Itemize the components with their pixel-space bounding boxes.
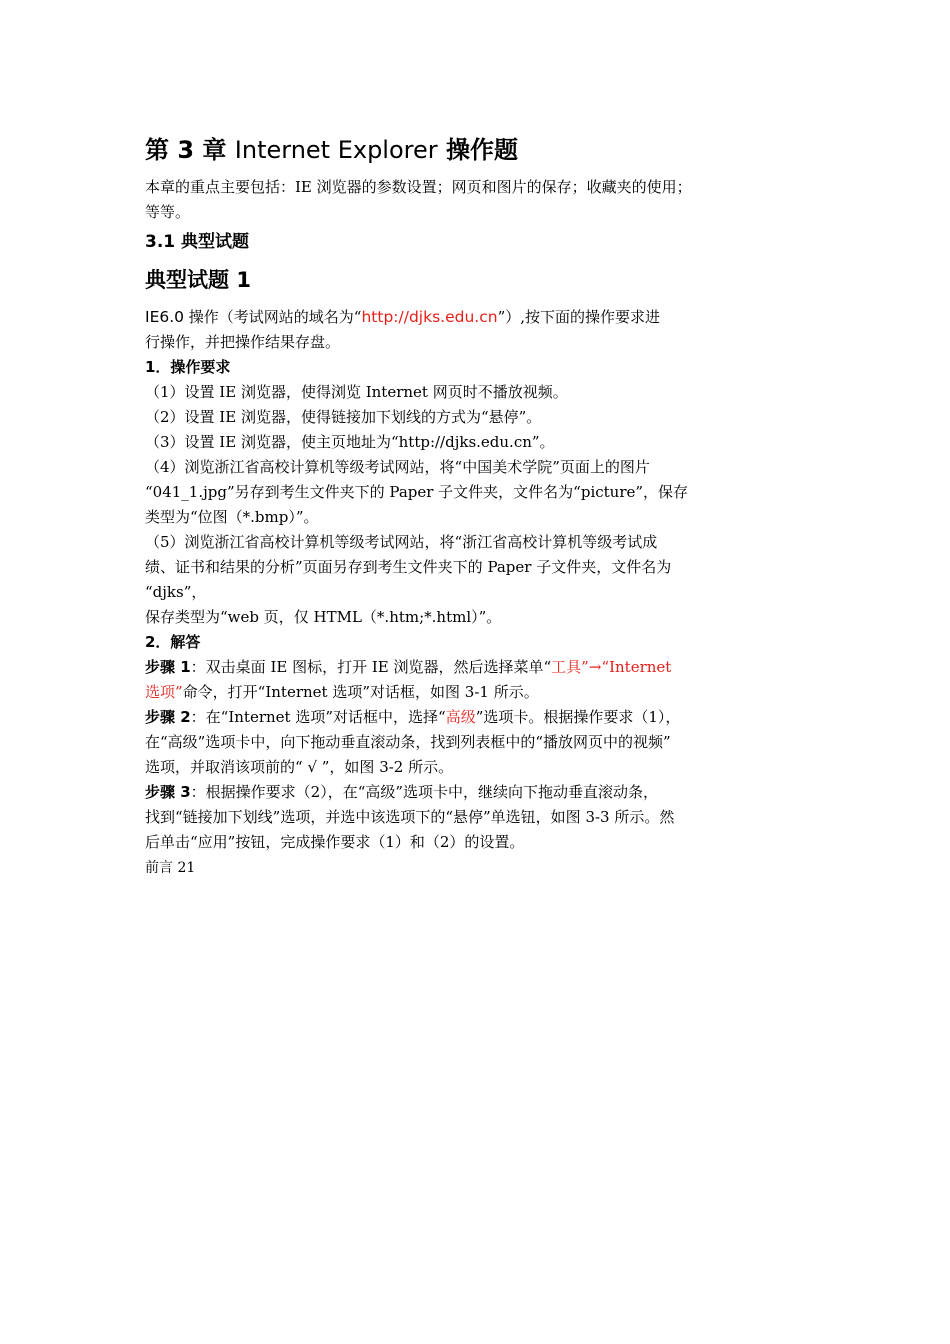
requirements-heading: 1．操作要求 [145, 358, 231, 376]
step-1 [145, 655, 785, 705]
page-footer: 前言 21 [145, 860, 196, 876]
requirement-4-line-2: “041_1.jpg”另存到考生文件夹下的 Paper 子文件夹，文件名为“picture”，保存 [145, 483, 689, 501]
ie-version: IE6.0 [145, 308, 185, 326]
step-1-menu-path-cont: 选项” [145, 683, 183, 701]
step-2-text-1: ：在“Internet 选项”对话框中，选择“ [190, 708, 446, 726]
document-page [145, 133, 785, 879]
chapter-suffix: 操作题 [446, 136, 518, 164]
intro-line-2: 等等。 [145, 203, 191, 221]
requirement-5-line-2: 绩、证书和结果的分析”页面另存到考生文件夹下的 Paper 子文件夹，文件名为 [145, 558, 672, 576]
desc-line-2: 行操作，并把操作结果存盘。 [145, 333, 341, 351]
step-3-line-2: 找到“链接加下划线”选项，并选中该选项下的“悬停”单选钮，如图 3-3 所示。然 [145, 808, 675, 826]
requirement-4 [145, 455, 785, 530]
step-1-text-1: ：双击桌面 IE 图标，打开 IE 浏览器，然后选择菜单“ [190, 658, 552, 676]
chapter-number: 第 3 章 [145, 136, 227, 164]
problem-title-text: 典型试题 [145, 268, 229, 292]
step-2 [145, 705, 785, 780]
step-2-line-2: 在“高级”选项卡中，向下拖动垂直滚动条，找到列表框中的“播放网页中的视频” [145, 733, 671, 751]
requirement-4-line-1: （4）浏览浙江省高校计算机等级考试网站，将“中国美术学院”页面上的图片 [145, 458, 650, 476]
step-2-text-2: ”选项卡。根据操作要求（1）， [475, 708, 681, 726]
answer-heading: 2．解答 [145, 633, 201, 651]
requirement-5-line-3: “djks”， [145, 583, 207, 601]
step-3-text-1: ：根据操作要求（2），在“高级”选项卡中，继续向下拖动垂直滚动条， [190, 783, 659, 801]
problem-title-number: 1 [236, 268, 251, 292]
requirement-1: （1）设置 IE 浏览器，使得浏览 Internet 网页时不播放视频。 [145, 383, 568, 401]
section-title [145, 229, 785, 255]
problem-description [145, 305, 785, 355]
step-2-tab-name: 高级 [445, 708, 476, 726]
desc-text-1: 操作（考试网站的域名为“ [184, 308, 362, 326]
step-1-text-2: 命令，打开“Internet 选项”对话框，如图 3-1 所示。 [182, 683, 539, 701]
chapter-subject: Internet Explorer [234, 136, 438, 164]
step-2-line-3: 选项，并取消该项前的“ √ ”，如图 3-2 所示。 [145, 758, 454, 776]
requirement-5-line-1: （5）浏览浙江省高校计算机等级考试网站，将“浙江省高校计算机等级考试成 [145, 533, 658, 551]
intro-paragraph [145, 175, 785, 225]
requirement-5-line-4: 保存类型为“web 页，仅 HTML（*.htm;*.html）”。 [145, 608, 502, 626]
requirement-4-line-3: 类型为“位图（*.bmp）”。 [145, 508, 319, 526]
intro-line-1: 本章的重点主要包括：IE 浏览器的参数设置；网页和图片的保存；收藏夹的使用； [145, 178, 692, 196]
step-3-line-3: 后单击“应用”按钮，完成操作要求（1）和（2）的设置。 [145, 833, 525, 851]
requirement-2: （2）设置 IE 浏览器，使得链接加下划线的方式为“悬停”。 [145, 408, 542, 426]
requirement-3: （3）设置 IE 浏览器，使主页地址为“http://djks.edu.cn”。 [145, 433, 555, 451]
exam-site-url: http://djks.edu.cn [361, 308, 498, 326]
requirement-5 [145, 530, 785, 630]
chapter-title [145, 133, 785, 167]
desc-text-2: ”）,按下面的操作要求进 [497, 308, 661, 326]
problem-title [145, 265, 785, 295]
section-title-text: 3.1 典型试题 [145, 232, 250, 252]
step-3-label: 步骤 3 [145, 783, 191, 801]
step-3 [145, 780, 785, 855]
step-1-label: 步骤 1 [145, 658, 191, 676]
step-2-label: 步骤 2 [145, 708, 191, 726]
step-1-menu-path: 工具”→“Internet [551, 658, 672, 676]
